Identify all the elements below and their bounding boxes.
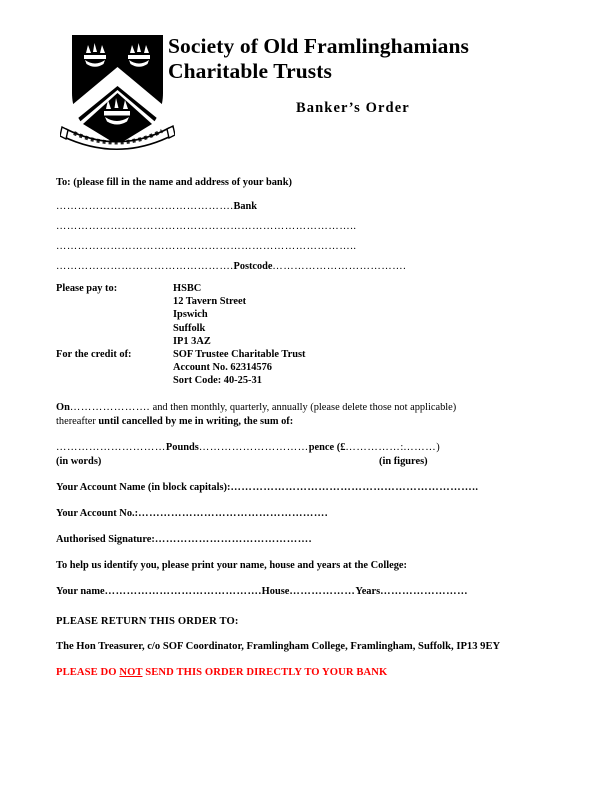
organisation-title-line1: Society of Old Framlinghamians xyxy=(168,34,470,58)
signature-label: Authorised Signature: xyxy=(56,533,155,545)
document-subtitle: Banker’s Order xyxy=(296,100,410,116)
your-name-label: Your name xyxy=(56,585,105,597)
spacer-cell xyxy=(56,361,173,374)
spacer-cell xyxy=(56,295,173,308)
document-body xyxy=(56,176,556,679)
warning-text-before: PLEASE DO xyxy=(56,667,120,679)
bank-name-label: Bank xyxy=(233,201,258,212)
mandate-date-dots[interactable]: …………………. xyxy=(69,401,151,413)
table-row xyxy=(56,374,503,387)
amount-figures-dots-2[interactable]: ………) xyxy=(403,441,441,453)
credit-account-number: Account No. 62314576 xyxy=(173,362,272,374)
bank-postcode-line xyxy=(56,260,556,273)
return-heading: PLEASE RETURN THIS ORDER TO: xyxy=(56,615,239,627)
table-row xyxy=(56,322,503,335)
name-house-years-row xyxy=(56,585,556,598)
table-row xyxy=(56,282,503,295)
title-block xyxy=(168,34,588,117)
payee-postcode: IP1 3AZ xyxy=(173,335,211,347)
house-dots[interactable]: ……………… xyxy=(289,585,356,597)
amount-words-dots-2[interactable]: ………………………… xyxy=(198,441,309,453)
table-row xyxy=(56,348,503,361)
do-not-send-warning xyxy=(56,666,556,679)
organisation-title xyxy=(168,34,588,84)
table-row xyxy=(56,335,503,348)
bank-name-line xyxy=(56,200,556,213)
warning-emphasis-not: NOT xyxy=(119,667,143,679)
document-header xyxy=(0,0,612,170)
bank-address-dots-2[interactable]: ……………………………………………………………………….. xyxy=(56,221,357,232)
amount-caption-row xyxy=(56,455,556,468)
account-name-label: Your Account Name (in block capitals): xyxy=(56,481,231,493)
bank-address-instruction: To: (please fill in the name and address of your bank) xyxy=(56,177,292,188)
bank-address-line-3[interactable] xyxy=(56,240,556,253)
amount-line xyxy=(56,441,556,454)
payee-street: 12 Tavern Street xyxy=(173,296,247,308)
account-name-row xyxy=(56,481,556,494)
amount-figures-separator: : xyxy=(400,441,404,453)
mandate-paragraph xyxy=(56,401,488,429)
mandate-frequency-text: and then monthly, quarterly, annually (please delete those not applicable) thereafter xyxy=(56,401,457,427)
bank-address-dots-3[interactable]: ……………………………………………………………………….. xyxy=(56,241,357,252)
payee-bank-name: HSBC xyxy=(173,283,202,294)
bank-name-dots[interactable]: …………………………………………. xyxy=(56,201,234,212)
for-credit-of-label: For the credit of: xyxy=(56,349,132,361)
return-address: The Hon Treasurer, c/o SOF Coordinator, Framlingham College, Framlingham, Suffolk, IP13 9EY xyxy=(56,640,501,652)
table-row xyxy=(56,295,503,308)
house-label: House xyxy=(261,585,290,597)
spacer-cell xyxy=(56,322,173,335)
payee-county: Suffolk xyxy=(173,322,206,334)
bank-address-line-2[interactable] xyxy=(56,220,556,233)
account-number-label: Your Account No.: xyxy=(56,507,139,519)
pay-to-label: Please pay to: xyxy=(56,283,118,294)
account-number-dots[interactable]: ……………………………………………. xyxy=(138,507,329,519)
organisation-title-line2: Charitable Trusts xyxy=(168,59,332,83)
bank-postcode-label: Postcode xyxy=(233,261,273,272)
identify-note: To help us identify you, please print your name, house and years at the College: xyxy=(56,559,407,571)
in-words-caption: (in words) xyxy=(56,455,102,467)
spacer-cell xyxy=(56,308,173,321)
credit-sort-code: Sort Code: 40-25-31 xyxy=(173,375,262,387)
credit-account-title: SOF Trustee Charitable Trust xyxy=(173,349,306,361)
years-label: Years xyxy=(355,585,381,597)
amount-words-dots-1[interactable]: ………………………… xyxy=(56,441,166,453)
bank-postcode-dots-after[interactable]: ………………………………. xyxy=(272,261,407,272)
amount-figures-dots-1[interactable]: …………… xyxy=(345,441,401,453)
spacer-cell xyxy=(56,335,173,348)
your-name-dots[interactable]: ……………………………………. xyxy=(104,585,262,597)
payee-town: Ipswich xyxy=(173,309,208,321)
on-word: On xyxy=(56,401,70,413)
bank-postcode-dots-before[interactable]: …………………………………………. xyxy=(56,261,234,272)
signature-row xyxy=(56,533,556,546)
pounds-label: Pounds xyxy=(165,441,199,453)
spacer-cell xyxy=(56,374,173,387)
table-row xyxy=(56,308,503,321)
in-figures-caption: (in figures) xyxy=(379,455,428,467)
table-row xyxy=(56,361,503,374)
warning-text-after: SEND THIS ORDER DIRECTLY TO YOUR BANK xyxy=(142,667,388,679)
pence-label: pence (£ xyxy=(308,441,346,453)
signature-dots[interactable]: ……………………………………. xyxy=(154,533,312,545)
mandate-bold-clause: until cancelled by me in writing, the sum of: xyxy=(98,415,294,427)
account-name-dots[interactable]: ………………………………………………………….. xyxy=(230,481,479,493)
years-dots[interactable]: …………………… xyxy=(380,585,469,597)
society-crest-icon xyxy=(60,31,175,156)
account-number-row xyxy=(56,507,556,520)
payee-details-table xyxy=(56,282,503,388)
